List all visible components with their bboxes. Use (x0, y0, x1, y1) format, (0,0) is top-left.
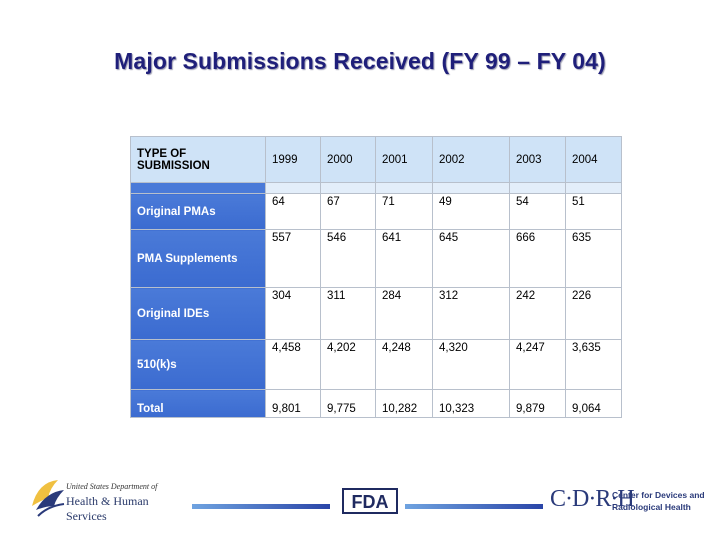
cdrh-line2: Radiological Health (612, 502, 691, 512)
year-header-2003: 2003 (510, 137, 566, 183)
table-cell: 49 (433, 194, 510, 230)
table-cell: 10,282 (376, 390, 433, 418)
submissions-table (130, 136, 622, 418)
row-label-pma-supplements: PMA Supplements (131, 230, 266, 288)
table-row (131, 288, 622, 340)
table-cell: 51 (566, 194, 622, 230)
table-row (131, 340, 622, 390)
table-cell: 242 (510, 288, 566, 340)
year-header-2002: 2002 (433, 137, 510, 183)
cdrh-text (612, 489, 705, 513)
header-label-line1: TYPE OF (137, 147, 187, 160)
cdrh-line1: Center for Devices and (612, 490, 705, 500)
hhs-line1: United States Department of (66, 482, 158, 491)
hhs-line2: Health & Human Services (66, 494, 149, 523)
eagle-icon (28, 476, 68, 520)
year-header-2000: 2000 (321, 137, 376, 183)
year-header-2004: 2004 (566, 137, 622, 183)
table-cell: 304 (266, 288, 321, 340)
cdrh-logo (550, 486, 710, 520)
table-cell: 4,458 (266, 340, 321, 390)
table-cell: 4,202 (321, 340, 376, 390)
slide-title: Major Submissions Received (FY 99 – FY 04) (114, 48, 606, 74)
table-cell: 546 (321, 230, 376, 288)
table-row (131, 390, 622, 418)
row-label-original-pmas: Original PMAs (131, 194, 266, 230)
table-cell: 284 (376, 288, 433, 340)
table-header-row (131, 137, 622, 183)
table-cell: 666 (510, 230, 566, 288)
hhs-logo (28, 476, 188, 523)
cdrh-mark: C·D·R·H (550, 486, 634, 512)
table-cell: 9,064 (566, 390, 622, 418)
year-header-2001: 2001 (376, 137, 433, 183)
table-cell: 641 (376, 230, 433, 288)
table-cell: 312 (433, 288, 510, 340)
type-of-submission-header (131, 137, 266, 183)
table-row (131, 194, 622, 230)
year-header-1999: 1999 (266, 137, 321, 183)
table-cell: 9,775 (321, 390, 376, 418)
decorative-bar-right (405, 504, 543, 509)
table-cell: 9,879 (510, 390, 566, 418)
fda-logo-text: FDA (351, 492, 389, 512)
table-cell: 635 (566, 230, 622, 288)
table-cell: 9,801 (266, 390, 321, 418)
table-cell: 3,635 (566, 340, 622, 390)
footer (0, 470, 720, 530)
table-cell: 557 (266, 230, 321, 288)
table-cell: 54 (510, 194, 566, 230)
table-cell: 645 (433, 230, 510, 288)
table-cell: 4,248 (376, 340, 433, 390)
table-cell: 311 (321, 288, 376, 340)
row-label-510ks: 510(k)s (131, 340, 266, 390)
decorative-bar-left (192, 504, 330, 509)
table-separator (131, 183, 622, 194)
row-label-original-ides: Original IDEs (131, 288, 266, 340)
table-cell: 64 (266, 194, 321, 230)
table-cell: 226 (566, 288, 622, 340)
table-cell: 4,320 (433, 340, 510, 390)
fda-logo (342, 488, 398, 514)
row-label-total: Total (131, 390, 266, 418)
table-cell: 71 (376, 194, 433, 230)
table-cell: 10,323 (433, 390, 510, 418)
table-cell: 67 (321, 194, 376, 230)
table-row (131, 230, 622, 288)
header-label-line2: SUBMISSION (137, 159, 210, 172)
table-cell: 4,247 (510, 340, 566, 390)
